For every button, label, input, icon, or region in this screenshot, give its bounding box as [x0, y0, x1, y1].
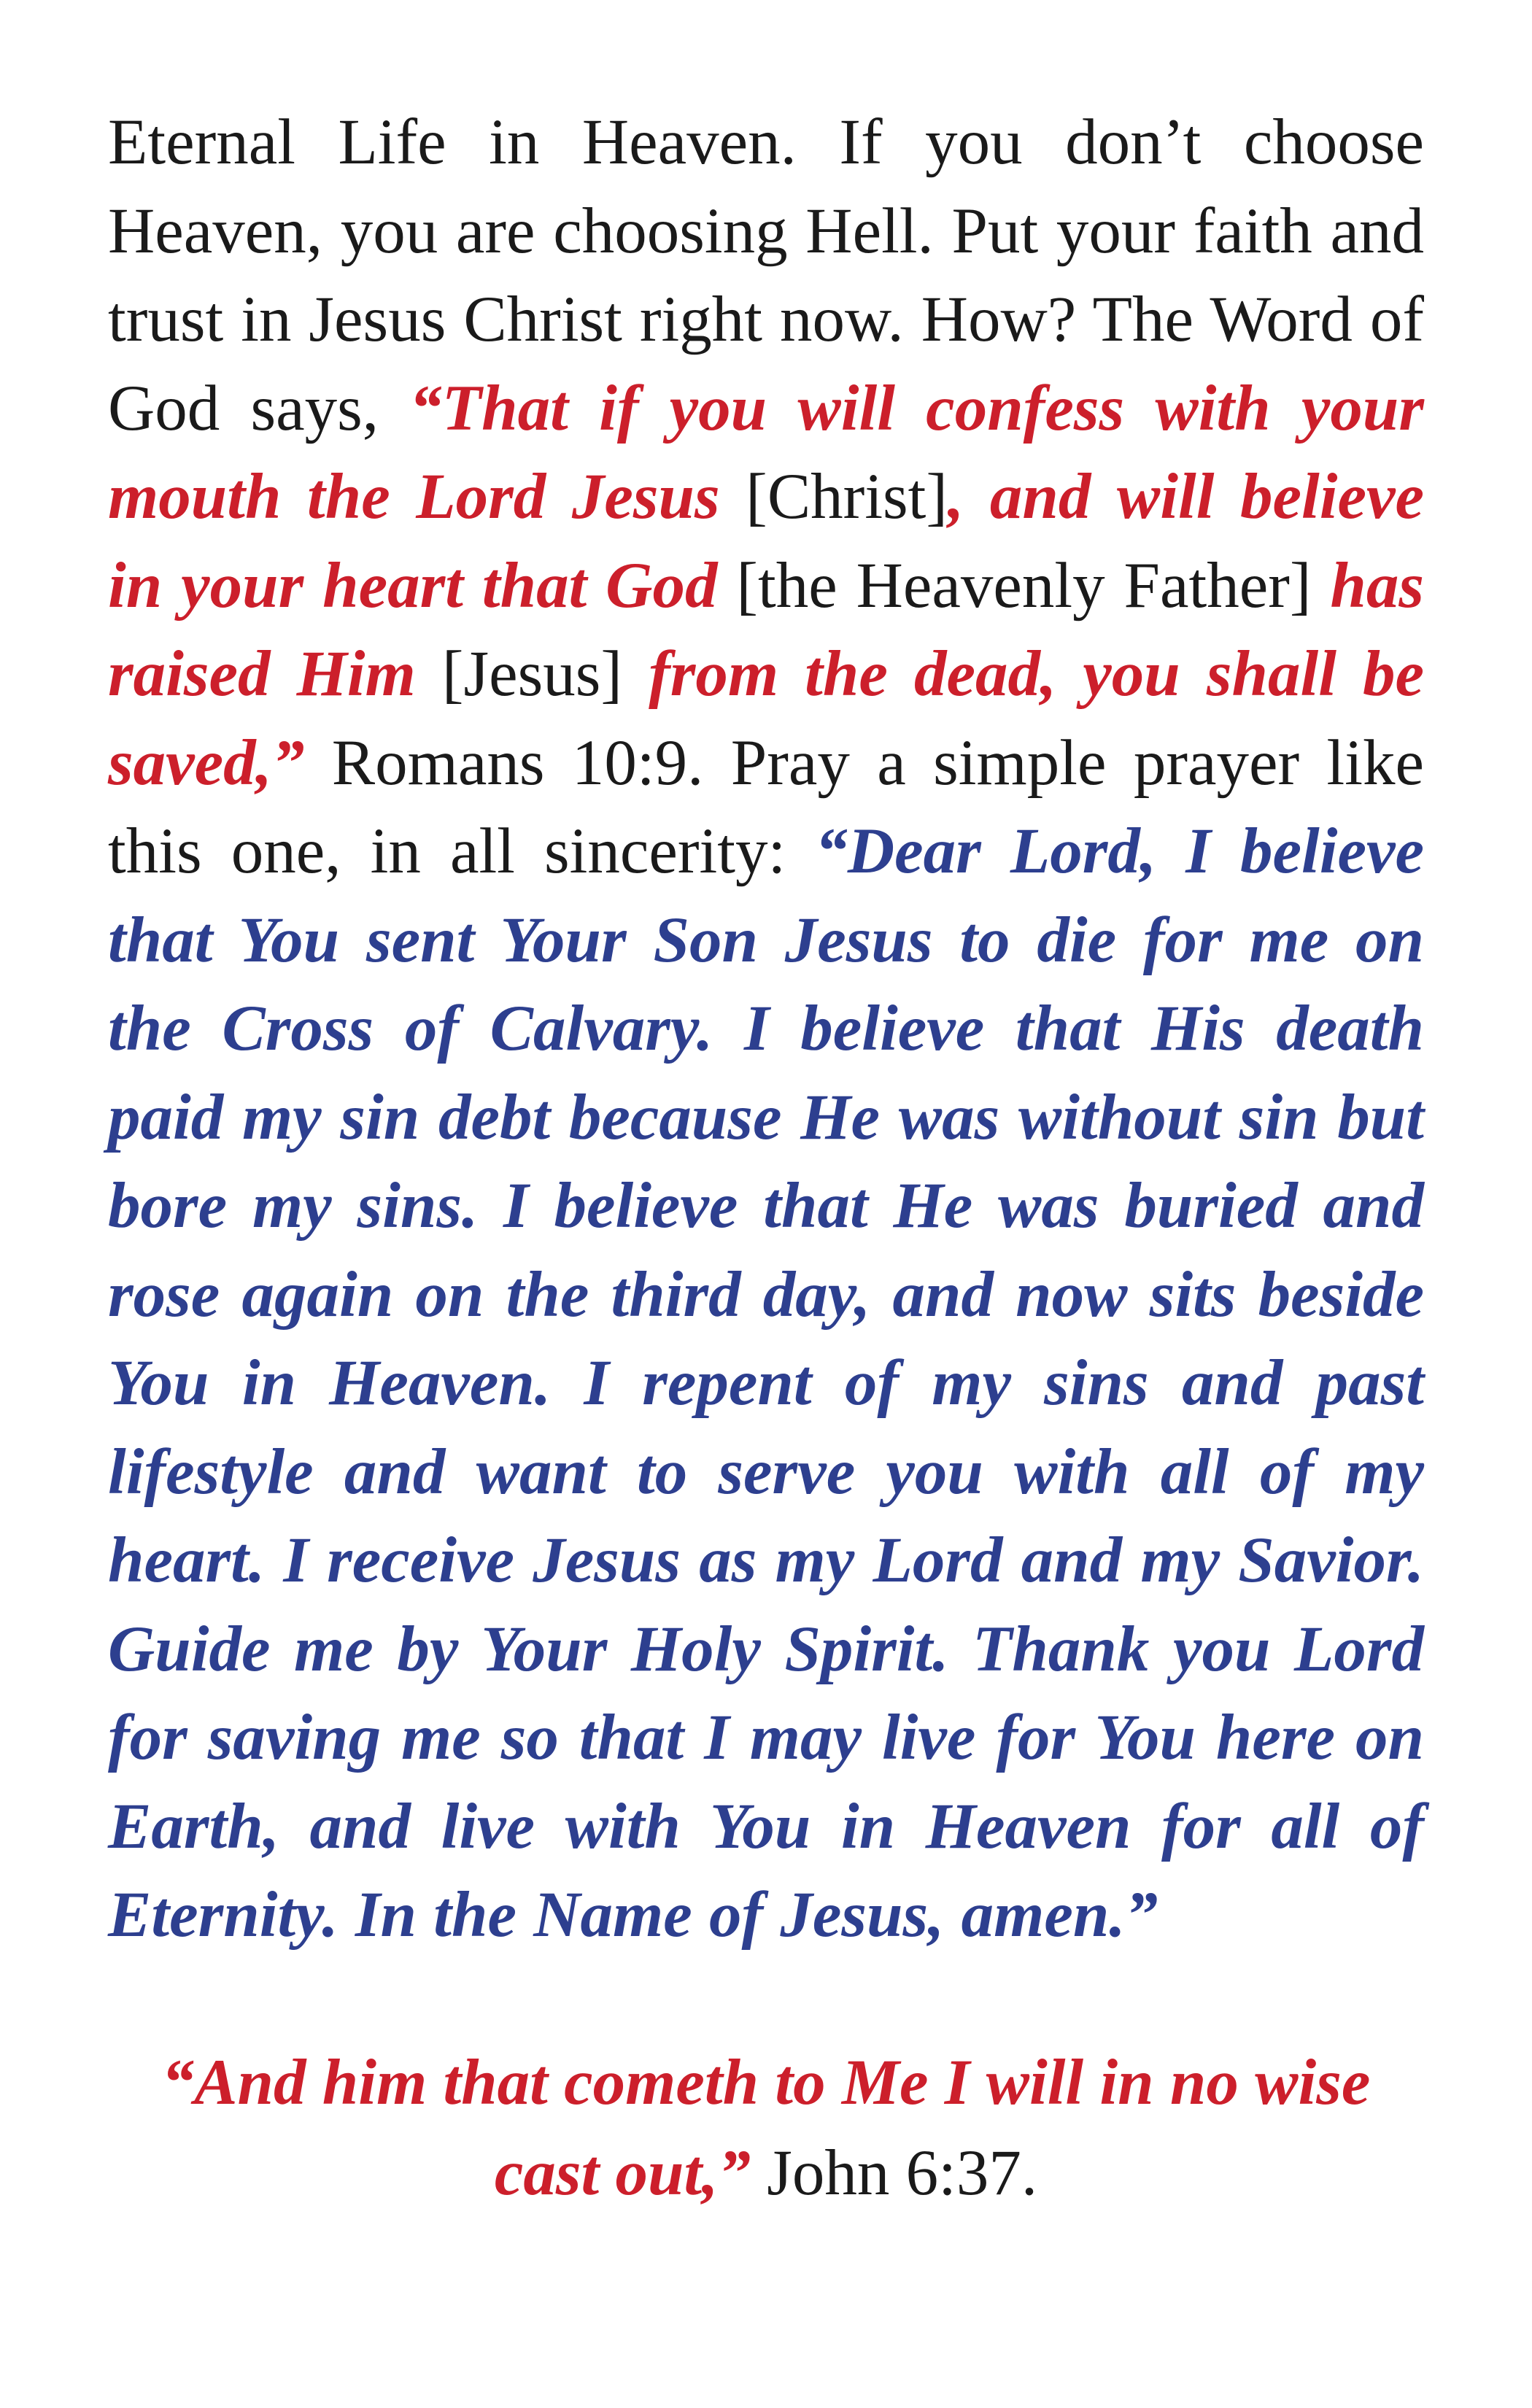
john-reference: John 6:37. — [750, 2137, 1038, 2209]
bracket-christ: [Christ] — [719, 461, 948, 533]
tract-page — [108, 98, 1424, 2218]
romans-verse-part-4: from the dead, you shall be saved,” — [108, 638, 1424, 799]
closing-verse — [108, 2037, 1424, 2218]
john-verse: “And him that cometh to Me I will in no wise cast out,” — [161, 2046, 1371, 2209]
romans-verse-part-2: , and will believe in your heart that God — [108, 461, 1424, 622]
sinners-prayer: “Dear Lord, I believe that You sent Your Son Jesus to die for me on the Cross of Calvary. I believe that His death paid my sin debt because He was without sin but bore my sins. I believe that He was buried and rose again on the third day, and now sits beside You in Heaven. I repent of my sins and past lifestyle and want to serve you with all of my heart. I receive Jesus as my Lord and my Savior. Guide me by Your Holy Spirit. Thank you Lord for saving me so that I may live for You here on Earth, and live with You in Heaven for all of Eternity. In the Name of Jesus, amen.” — [108, 816, 1424, 1951]
romans-verse-part-1: “That if you will confess with your mouth the Lord Jesus — [108, 372, 1425, 533]
salvation-paragraph — [108, 98, 1424, 1960]
romans-verse-part-3: has raised Him — [108, 549, 1424, 710]
bracket-jesus: [Jesus] — [415, 638, 649, 710]
bracket-heavenly-father: [the Heavenly Father] — [717, 549, 1331, 622]
intro-text: Eternal Life in Heaven. If you don’t choose Heaven, you are choosing Hell. Put your faith and trust in Jesus Christ right now. How? The Word of God says, — [108, 107, 1424, 444]
romans-reference: Romans 10:9. Pray a simple prayer like this one, in all sincerity: — [108, 727, 1424, 887]
